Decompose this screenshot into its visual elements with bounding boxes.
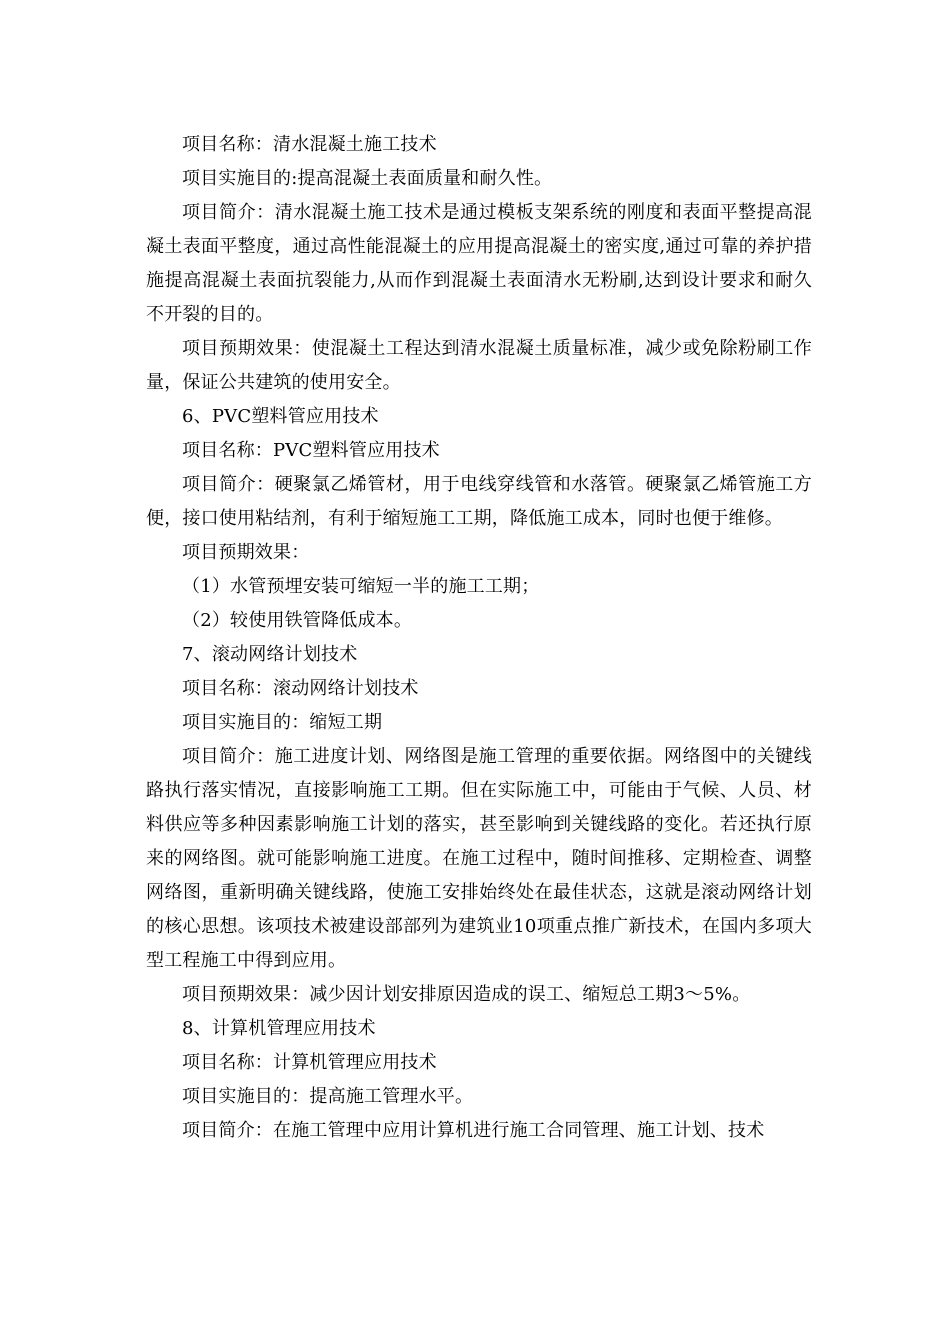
field-project-purpose: 项目实施目的：提高施工管理水平。	[182, 1086, 474, 1107]
field-project-purpose: 项目实施目的:提高混凝土表面质量和耐久性。	[182, 168, 553, 189]
list-item-1: （1）水管预埋安装可缩短一半的施工工期；	[182, 576, 540, 597]
field-project-name: 项目名称：滚动网络计划技术	[182, 678, 419, 699]
paragraph-expected-effect: 项目预期效果：减少因计划安排原因造成的误工、缩短总工期3～5%。	[182, 984, 751, 1005]
paragraph-project-intro: 项目简介：清水混凝土施工技术是通过模板支架系统的刚度和表面平整提高混凝土表面平整度，通过高性能混凝土的应用提高混凝土的密实度,通过可靠的养护措施提高混凝土表面抗裂能力,从而作到混凝土表面清水无粉刷,达到设计要求和耐久不开裂的目的。	[146, 202, 812, 325]
paragraph-expected-effect: 项目预期效果：使混凝土工程达到清水混凝土质量标准，减少或免除粉刷工作量，保证公共建筑的使用安全。	[146, 338, 812, 393]
field-project-purpose: 项目实施目的：缩短工期	[182, 712, 383, 733]
field-project-name: 项目名称：计算机管理应用技术	[182, 1052, 437, 1073]
section-heading-7: 7、滚动网络计划技术	[182, 644, 358, 665]
field-expected-effect: 项目预期效果：	[182, 542, 310, 563]
document-body	[146, 128, 812, 1148]
paragraph-project-intro: 项目简介：施工进度计划、网络图是施工管理的重要依据。网络图中的关键线路执行落实情况，直接影响施工工期。但在实际施工中，可能由于气候、人员、材料供应等多种因素影响施工计划的落实，甚至影响到关键线路的变化。若还执行原来的网络图。就可能影响施工进度。在施工过程中，随时间推移、定期检查、调整网络图，重新明确关键线路，使施工安排始终处在最佳状态，这就是滚动网络计划的核心思想。该项技术被建设部部列为建筑业10项重点推广新技术，在国内多项大型工程施工中得到应用。	[146, 746, 812, 971]
paragraph-project-intro: 项目简介：硬聚氯乙烯管材，用于电线穿线管和水落管。硬聚氯乙烯管施工方便，接口使用粘结剂，有利于缩短施工工期，降低施工成本，同时也便于维修。	[146, 474, 812, 529]
section-heading-6: 6、PVC塑料管应用技术	[182, 406, 379, 427]
field-project-name: 项目名称：清水混凝土施工技术	[182, 134, 437, 155]
list-item-2: （2）较使用铁管降低成本。	[182, 610, 413, 631]
field-project-name: 项目名称：PVC塑料管应用技术	[182, 440, 440, 461]
paragraph-project-intro: 项目简介：在施工管理中应用计算机进行施工合同管理、施工计划、技术	[182, 1120, 765, 1141]
section-heading-8: 8、计算机管理应用技术	[182, 1018, 376, 1039]
